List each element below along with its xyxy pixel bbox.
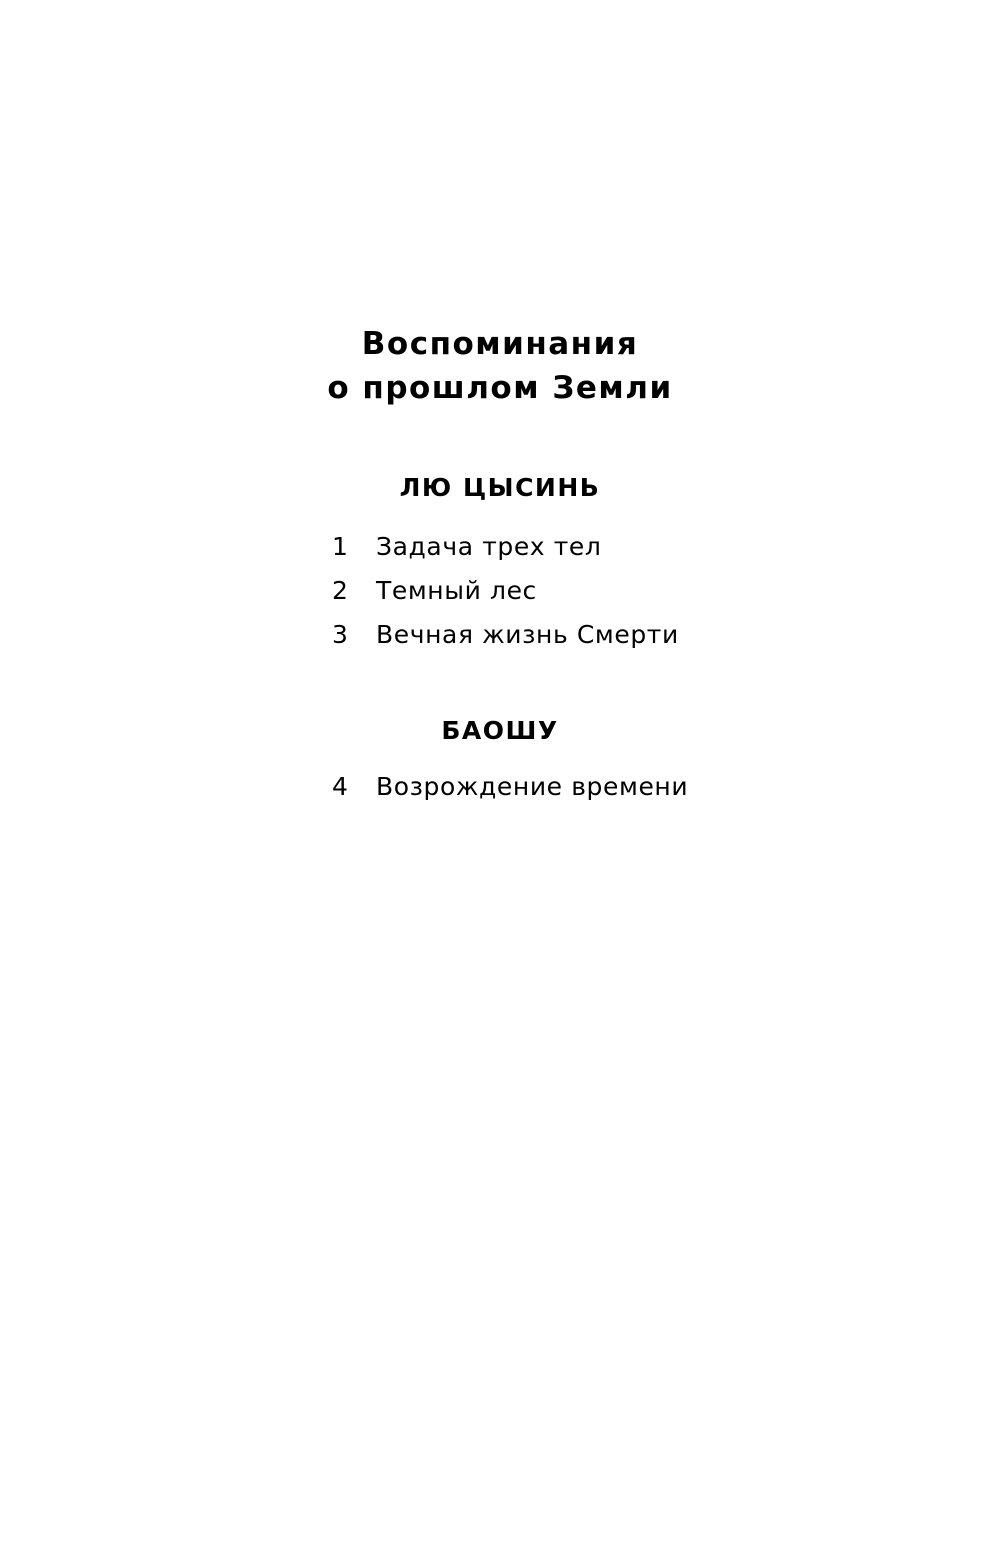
author-heading-liu-cixin: ЛЮ ЦЫСИНЬ [399, 473, 601, 502]
book-title: Вечная жизнь Смерти [376, 620, 679, 649]
book-number: 4 [332, 772, 349, 801]
author-heading-baoshu: БАОШУ [441, 716, 559, 745]
series-title [0, 322, 1000, 410]
book-entry [332, 618, 679, 652]
book-number: 1 [332, 532, 349, 561]
book-title: Задача трех тел [376, 532, 602, 561]
series-title-line1: Воспоминания [361, 326, 639, 362]
book-entry [332, 574, 537, 608]
book-entry [332, 770, 688, 804]
book-number: 3 [332, 620, 349, 649]
book-number: 2 [332, 576, 349, 605]
book-entry [332, 530, 601, 564]
series-title-line2: о прошлом Земли [327, 370, 673, 406]
book-title: Возрождение времени [376, 772, 689, 801]
book-title: Темный лес [376, 576, 537, 605]
